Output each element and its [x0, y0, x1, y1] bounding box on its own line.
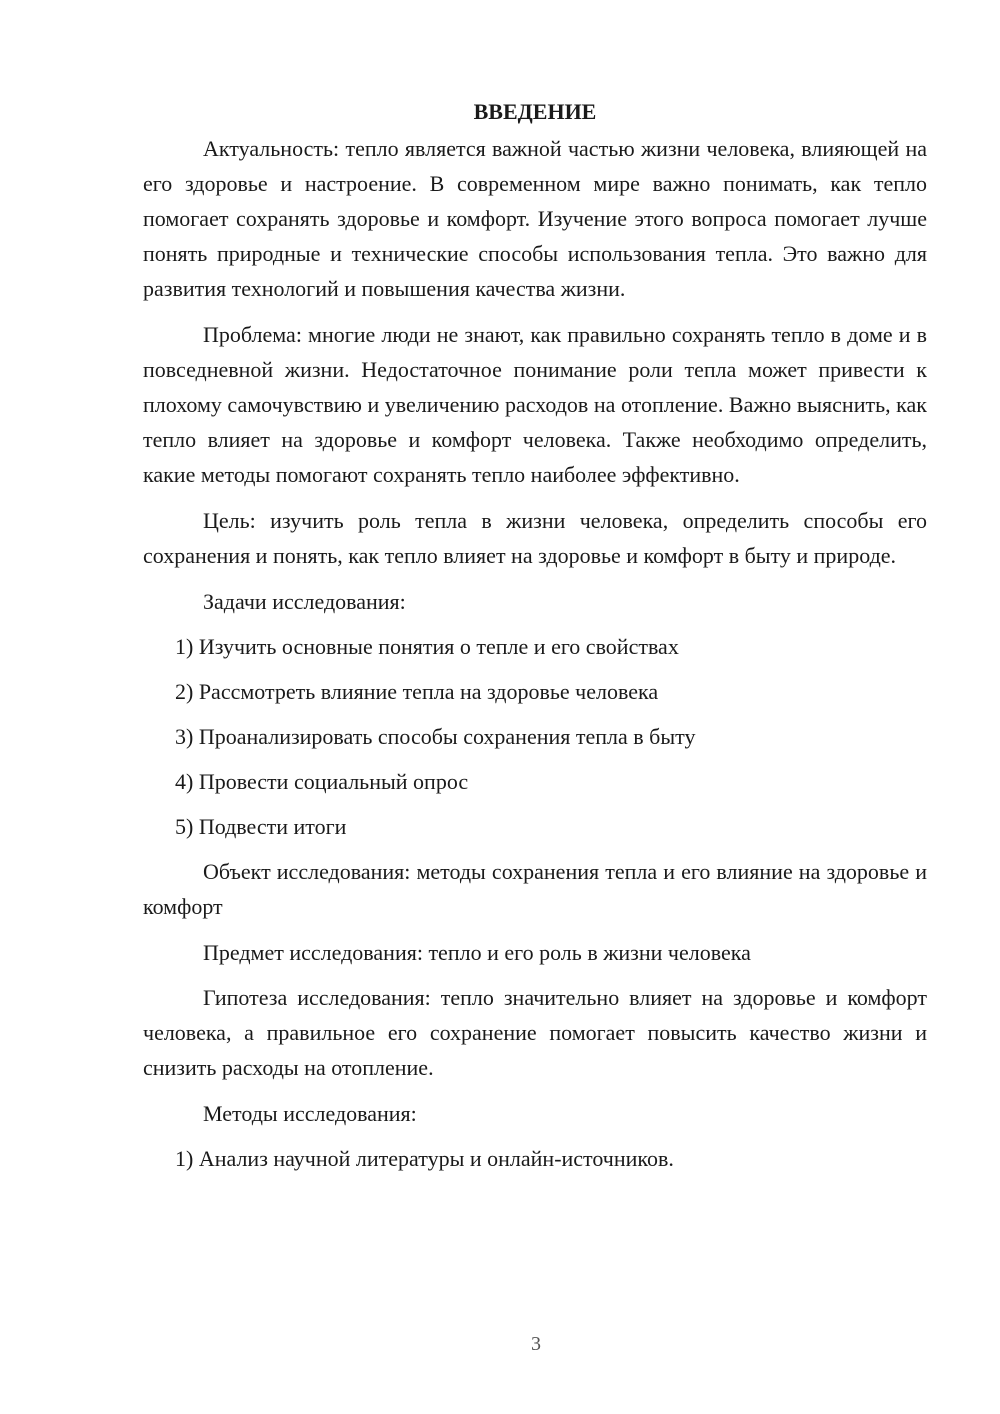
task-item: 3) Проанализировать способы сохранения тепла в быту — [175, 724, 696, 749]
paragraph-relevance: Актуальность: тепло является важной частью жизни человека, влияющей на его здоровье и настроение. В современном мире важно понимать, как тепло помогает сохранять здоровье и комфорт. Изучение этого вопроса помогает лучше понять природные и технические способы использования тепла. Это важно для развития технологий и повышения качества жизни. — [143, 136, 927, 301]
section-title: ВВЕДЕНИЕ — [473, 99, 597, 124]
task-item: 2) Рассмотреть влияние тепла на здоровье человека — [175, 679, 659, 704]
paragraph-subject: Предмет исследования: тепло и его роль в жизни человека — [203, 940, 751, 965]
paragraph-problem: Проблема: многие люди не знают, как правильно сохранять тепло в доме и в повседневной жизни. Недостаточное понимание роли тепла может привести к плохому самочувствию и увеличению расходов на отопление. Важно выяснить, как тепло влияет на здоровье и комфорт человека. Также необходимо определить, какие методы помогают сохранять тепло наиболее эффективно. — [143, 322, 927, 487]
paragraph-goal: Цель: изучить роль тепла в жизни человека, определить способы его сохранения и понять, как тепло влияет на здоровье и комфорт в быту и природе. — [143, 508, 927, 568]
page-number: 3 — [531, 1333, 541, 1355]
methods-heading: Методы исследования: — [203, 1101, 417, 1126]
task-item: 5) Подвести итоги — [175, 814, 347, 839]
task-item: 4) Провести социальный опрос — [175, 769, 469, 794]
paragraph-hypothesis: Гипотеза исследования: тепло значительно влияет на здоровье и комфорт человека, а правильное его сохранение помогает повысить качество жизни и снизить расходы на отопление. — [143, 985, 927, 1080]
tasks-heading: Задачи исследования: — [203, 589, 406, 614]
page-content — [143, 94, 927, 1186]
paragraph-object: Объект исследования: методы сохранения тепла и его влияние на здоровье и комфорт — [143, 859, 927, 919]
task-item: 1) Изучить основные понятия о тепле и его свойствах — [175, 634, 679, 659]
method-item: 1) Анализ научной литературы и онлайн-источников. — [175, 1146, 674, 1171]
